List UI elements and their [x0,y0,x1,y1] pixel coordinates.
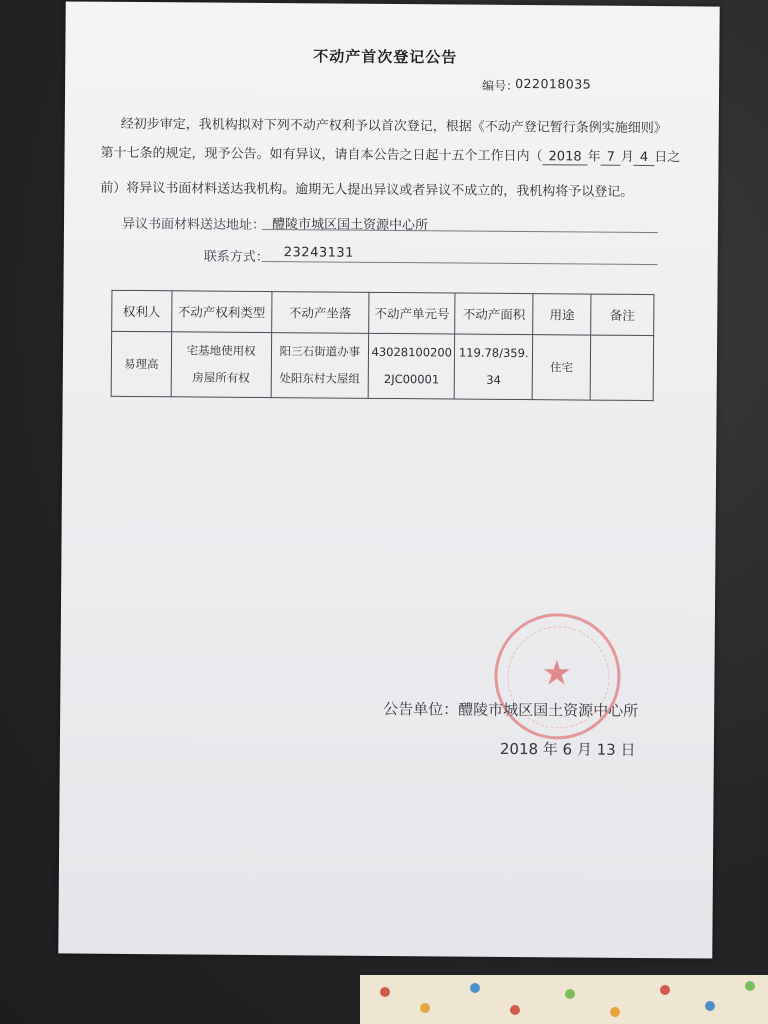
header-location: 不动产坐落 [271,292,369,334]
number-label: 编号： [482,78,519,94]
official-seal-stamp [494,613,621,740]
header-remark: 备注 [591,294,654,335]
paragraph-line-2 [100,142,680,166]
cell-location-line-1: 阳三石街道办事 [279,344,361,359]
paragraph-line-2-end: 日之 [654,150,681,166]
cell-area [454,334,532,400]
contact-label: 联系方式： [203,249,269,266]
cell-area-line-2: 34 [486,372,501,387]
header-unit-no: 不动产单元号 [369,292,455,334]
header-holder: 权利人 [112,290,172,331]
cell-right-type-line-1: 宅基地使用权 [186,343,256,358]
deadline-day: 4 [634,150,654,166]
cell-right-type-line-2: 房屋所有权 [192,370,250,385]
cell-usage: 住宅 [532,335,590,400]
cell-remark [590,335,653,400]
cell-unit-no-line-2: 2JC00001 [383,371,440,387]
contact-value: 23243131 [283,245,355,261]
cell-location-line-2: 处阳东村大屋组 [279,371,361,386]
month-unit: 月 [620,149,635,165]
cell-unit-no [368,333,454,399]
table-row [111,331,653,400]
header-usage: 用途 [533,294,591,335]
cell-right-type [171,332,271,398]
year-unit: 年 [587,149,601,165]
deadline-year: 2018 [542,149,587,165]
paragraph-line-2-text: 第十七条的规定，现予公告。如有异议，请自本公告之日起十五个工作日内（ [100,145,543,165]
issuing-unit: 公告单位：醴陵市城区国土资源中心所 [383,699,639,720]
number-value: 022018035 [515,75,592,92]
registration-table [111,290,655,401]
header-area: 不动产面积 [455,293,533,335]
cell-holder: 易理高 [111,331,171,396]
deadline-month: 7 [601,150,621,166]
fabric-cloth [360,975,768,1024]
paragraph-line-1: 经初步审定，我机构拟对下列不动产权利予以首次登记，根据《不动产登记暂行条例实施细则》 [120,116,667,137]
address-label: 异议书面材料送达地址： [121,216,266,234]
table-header-row [112,290,654,335]
cell-location [271,333,369,399]
cell-area-line-1: 119.78/359. [458,345,529,361]
header-right-type: 不动产权利类型 [172,291,272,333]
seal-star-icon: ★ [541,653,573,694]
issue-date: 2018 年 6 月 13 日 [499,739,636,759]
contact-underline [262,261,658,265]
notice-paper [58,1,719,958]
cell-unit-no-line-1: 43028100200 [371,344,453,360]
notice-title: 不动产首次登记公告 [313,47,458,67]
paragraph-line-3: 前）将异议书面材料送达我机构。逾期无人提出异议或者异议不成立的，我机构将予以登记。 [100,180,634,200]
address-value: 醴陵市城区国土资源中心所 [271,217,429,234]
